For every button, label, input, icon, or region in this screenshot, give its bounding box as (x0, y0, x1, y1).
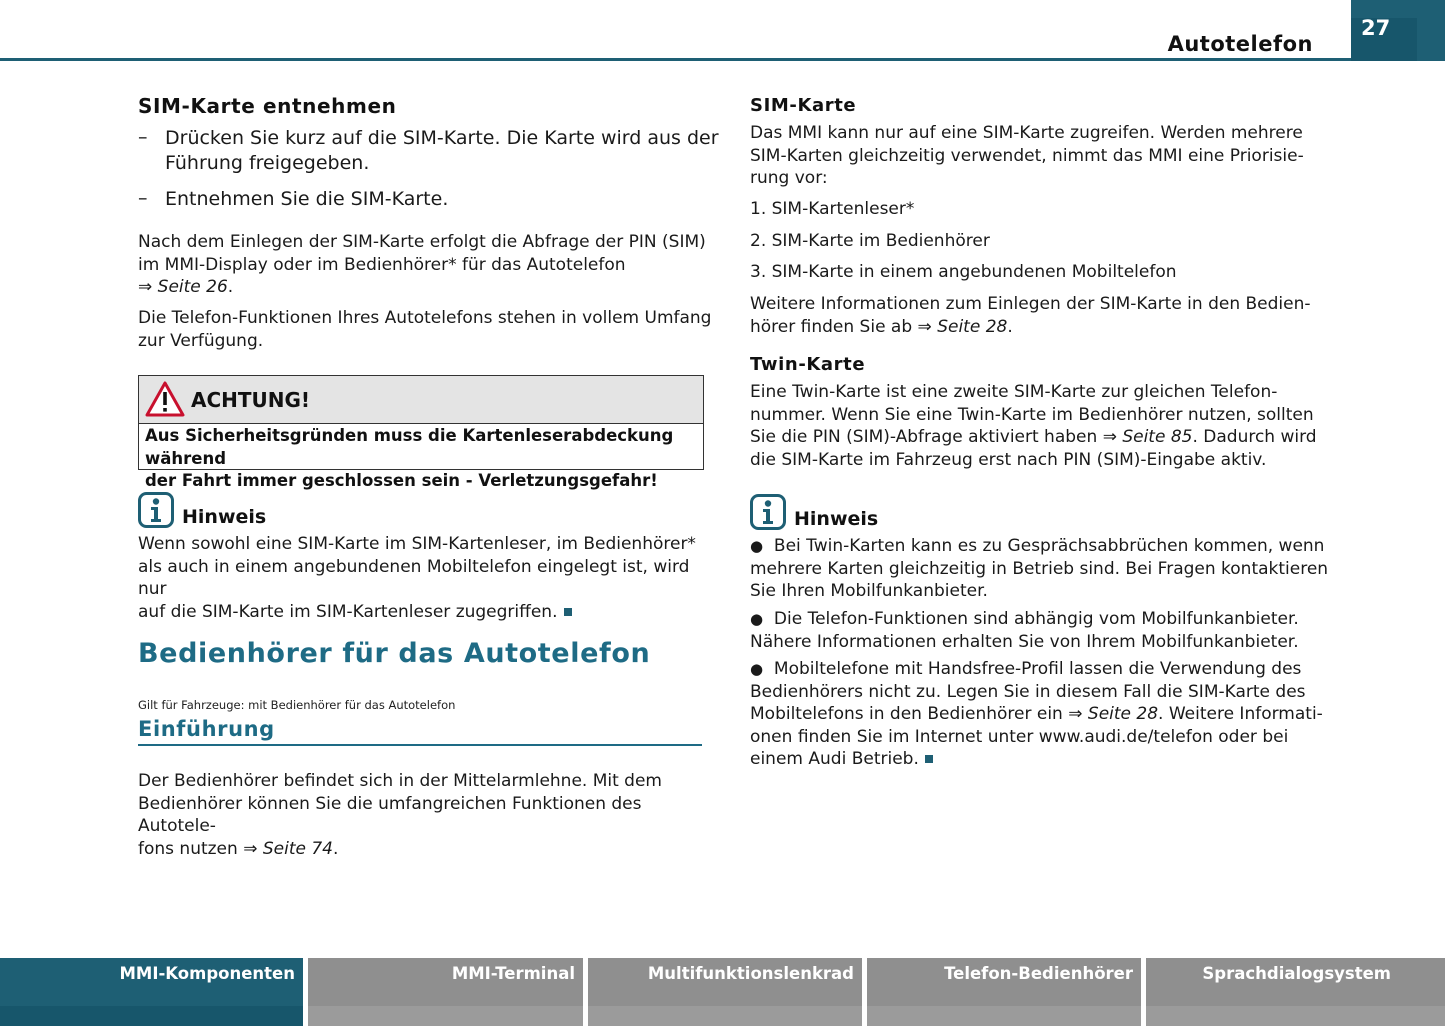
hint-bullet-2: ● Die Telefon-Funktionen sind abhängig vom Mobilfunkanbieter. Nähere Informationen erhalten Sie von Ihrem Mobilfunkanbieter. (750, 609, 1299, 652)
end-of-section-marker (564, 608, 572, 616)
list-item: 2. SIM-Karte im Bedienhörer (750, 231, 990, 251)
subsection-rule (138, 744, 702, 746)
list-item: 3. SIM-Karte in einem angebundenen Mobiltelefon (750, 262, 1177, 282)
page-reference-link[interactable]: ⇒ Seite 28 (1068, 704, 1159, 724)
step-1: Drücken Sie kurz auf die SIM-Karte. Die Karte wird aus der Führung freigegeben. (165, 127, 719, 174)
warning-box (138, 375, 704, 490)
tab-telefon-bedienhoerer[interactable]: Telefon-Bedienhörer (867, 958, 1141, 1026)
hint-title: Hinweis (182, 506, 267, 528)
page-reference-link[interactable]: ⇒ Seite 28 (917, 316, 1008, 337)
bullet: ● (750, 610, 764, 628)
hint-bullet-1: ● Bei Twin-Karten kann es zu Gesprächsabbrüchen kommen, wenn mehrere Karten gleichzeitig in Betrieb sind. Bei Fragen kontaktieren Sie Ihren Mobilfunkanbieter. (750, 536, 1329, 601)
tab-sprachdialogsystem[interactable]: Sprachdialogsystem (1146, 958, 1445, 1026)
heading-sim-remove: SIM-Karte entnehmen (138, 94, 397, 118)
page-reference-link[interactable]: ⇒ Seite 74 (243, 838, 333, 859)
warning-text: Aus Sicherheitsgründen muss die Kartenleserabdeckung während der Fahrt immer geschlossen sein - Verletzungsgefahr! (145, 426, 674, 490)
heading-twin-card: Twin-Karte (750, 354, 866, 375)
warning-title: ACHTUNG! (191, 388, 311, 412)
footer-navigation (0, 958, 1445, 1026)
hint-title: Hinweis (794, 508, 879, 530)
tab-multifunktionslenkrad[interactable]: Multifunktionslenkrad (588, 958, 862, 1026)
page-reference-link[interactable]: ⇒ Seite 85 (1102, 427, 1193, 447)
bullet: ● (750, 537, 764, 555)
applicability-note: Gilt für Fahrzeuge: mit Bedienhörer für das Autotelefon (138, 698, 456, 712)
page-number: 27 (1361, 16, 1391, 40)
subsection-title: Einführung (138, 717, 275, 741)
step-dash: – (138, 126, 148, 148)
warning-triangle-icon (145, 381, 185, 417)
paragraph-telephone-functions: Die Telefon-Funktionen Ihres Autotelefons stehen in vollem Umfang zur Verfügung. (138, 308, 712, 351)
section-title: Bedienhörer für das Autotelefon (138, 638, 651, 669)
step-dash: – (138, 187, 148, 209)
page-reference-link[interactable]: ⇒ Seite 26 (138, 277, 228, 297)
heading-sim-card: SIM-Karte (750, 95, 857, 116)
chapter-title: Autotelefon (1167, 32, 1313, 56)
paragraph-introduction: Der Bedienhörer befindet sich in der Mittelarmlehne. Mit dem Bedienhörer können Sie die umfangreichen Funktionen des Autotele- fons nutzen ⇒ Seite 74. (138, 771, 662, 859)
tab-mmi-terminal[interactable]: MMI-Terminal (308, 958, 583, 1026)
hint-bullet-3: ● Mobiltelefone mit Handsfree-Profil lassen die Verwendung des Bedienhörers nicht zu. Legen Sie in diesem Fall die SIM-Karte des Mobiltelefons in den Bedienhörer ein ⇒ Seite 28. Weitere Informati- onen finden Sie im Internet unter www.audi.de/telefon oder bei einem Audi Betrieb. (750, 659, 1323, 769)
header-rule (0, 58, 1445, 61)
info-icon (750, 494, 786, 530)
hint-text: Wenn sowohl eine SIM-Karte im SIM-Kartenleser, im Bedienhörer* als auch in einem angebundenen Mobiltelefon eingelegt ist, wird nur auf die SIM-Karte im SIM-Kartenleser zugegriffen. (138, 534, 696, 622)
info-icon (138, 492, 174, 528)
paragraph-twin-card: Eine Twin-Karte ist eine zweite SIM-Karte zur gleichen Telefon- nummer. Wenn Sie eine Twin-Karte im Bedienhörer nutzen, sollten Sie die PIN (SIM)-Abfrage aktiviert haben ⇒ Seite 85. Dadurch wird die SIM-Karte im Fahrzeug erst nach PIN (SIM)-Eingabe aktiv. (750, 382, 1317, 470)
end-of-section-marker (925, 755, 933, 763)
bullet: ● (750, 660, 764, 678)
paragraph-sim-priority: Das MMI kann nur auf eine SIM-Karte zugreifen. Werden mehrere SIM-Karten gleichzeitig verwendet, nimmt das MMI eine Priorisie- rung vor: (750, 123, 1304, 188)
paragraph-more-info: Weitere Informationen zum Einlegen der SIM-Karte in den Bedien- hörer finden Sie ab ⇒ Seite 28. (750, 294, 1311, 337)
list-item: 1. SIM-Kartenleser* (750, 199, 915, 219)
step-2: Entnehmen Sie die SIM-Karte. (165, 188, 449, 210)
paragraph-pin-query: Nach dem Einlegen der SIM-Karte erfolgt die Abfrage der PIN (SIM) im MMI-Display oder im Bedienhörer* für das Autotelefon ⇒ Seite 26. (138, 232, 706, 297)
page-number-tab (1351, 0, 1445, 61)
tab-mmi-komponenten[interactable]: MMI-Komponenten (0, 958, 303, 1026)
